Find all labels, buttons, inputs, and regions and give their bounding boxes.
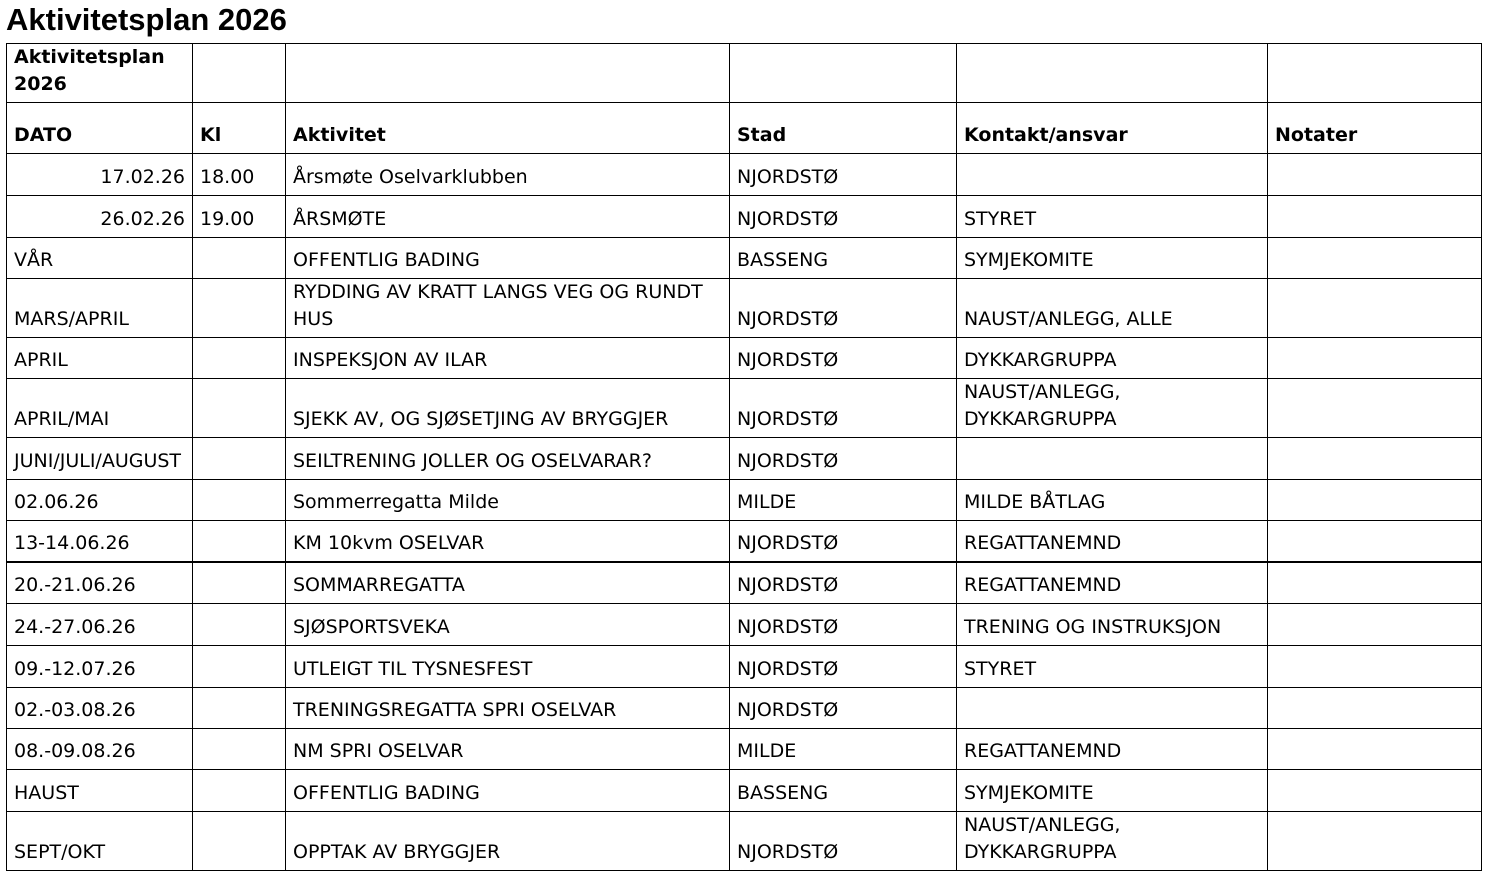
table-row <box>7 438 1482 480</box>
table-row <box>7 770 1482 812</box>
empty-cell <box>730 44 957 103</box>
cell-kontakt: TRENING OG INSTRUKSJON <box>957 604 1268 646</box>
header-kl: Kl <box>193 103 286 154</box>
cell-kontakt: STYRET <box>957 196 1268 238</box>
cell-notater <box>1268 562 1482 604</box>
cell-notater <box>1268 729 1482 770</box>
cell-notater <box>1268 154 1482 196</box>
header-notater: Notater <box>1268 103 1482 154</box>
table-row <box>7 238 1482 279</box>
cell-aktivitet: Sommerregatta Milde <box>286 480 730 521</box>
cell-notater <box>1268 688 1482 729</box>
cell-kl <box>193 604 286 646</box>
cell-kontakt: REGATTANEMND <box>957 729 1268 770</box>
cell-stad: BASSENG <box>730 770 957 812</box>
cell-aktivitet: SJEKK AV, OG SJØSETJING AV BRYGGJER <box>286 379 730 438</box>
cell-kl <box>193 688 286 729</box>
cell-notater <box>1268 604 1482 646</box>
header-dato: DATO <box>7 103 193 154</box>
cell-stad: NJORDSTØ <box>730 196 957 238</box>
cell-kl <box>193 438 286 480</box>
cell-notater <box>1268 379 1482 438</box>
cell-aktivitet: RYDDING AV KRATT LANGS VEG OG RUNDT HUS <box>286 279 730 338</box>
cell-kontakt: REGATTANEMND <box>957 521 1268 562</box>
cell-kontakt: NAUST/ANLEGG, DYKKARGRUPPA <box>957 379 1268 438</box>
cell-kl <box>193 279 286 338</box>
cell-dato: 26.02.26 <box>7 196 193 238</box>
cell-aktivitet: SEILTRENING JOLLER OG OSELVARAR? <box>286 438 730 480</box>
cell-aktivitet: ÅRSMØTE <box>286 196 730 238</box>
cell-stad: NJORDSTØ <box>730 646 957 688</box>
cell-stad: NJORDSTØ <box>730 562 957 604</box>
header-kontakt: Kontakt/ansvar <box>957 103 1268 154</box>
cell-dato: 13-14.06.26 <box>7 521 193 562</box>
cell-stad: NJORDSTØ <box>730 521 957 562</box>
cell-kontakt <box>957 154 1268 196</box>
cell-stad: BASSENG <box>730 238 957 279</box>
cell-aktivitet: TRENINGSREGATTA SPRI OSELVAR <box>286 688 730 729</box>
cell-kontakt: REGATTANEMND <box>957 562 1268 604</box>
cell-aktivitet: INSPEKSJON AV ILAR <box>286 338 730 379</box>
cell-stad: NJORDSTØ <box>730 338 957 379</box>
cell-aktivitet: UTLEIGT TIL TYSNESFEST <box>286 646 730 688</box>
table-row <box>7 480 1482 521</box>
cell-kl <box>193 480 286 521</box>
cell-dato: 02.-03.08.26 <box>7 688 193 729</box>
cell-kontakt <box>957 688 1268 729</box>
empty-cell <box>1268 44 1482 103</box>
cell-stad: NJORDSTØ <box>730 438 957 480</box>
table-row <box>7 521 1482 562</box>
caption-row <box>7 44 1482 103</box>
cell-aktivitet: OPPTAK AV BRYGGJER <box>286 812 730 871</box>
cell-aktivitet: SOMMARREGATTA <box>286 562 730 604</box>
cell-aktivitet: SJØSPORTSVEKA <box>286 604 730 646</box>
cell-kl <box>193 812 286 871</box>
cell-stad: NJORDSTØ <box>730 604 957 646</box>
cell-notater <box>1268 812 1482 871</box>
page-title: Aktivitetsplan 2026 <box>6 2 287 37</box>
table-row <box>7 604 1482 646</box>
cell-dato: VÅR <box>7 238 193 279</box>
cell-dato: APRIL/MAI <box>7 379 193 438</box>
table-row <box>7 562 1482 604</box>
cell-dato: 17.02.26 <box>7 154 193 196</box>
empty-cell <box>957 44 1268 103</box>
cell-kl <box>193 562 286 604</box>
cell-kl: 18.00 <box>193 154 286 196</box>
cell-notater <box>1268 438 1482 480</box>
cell-stad: NJORDSTØ <box>730 688 957 729</box>
cell-kontakt: SYMJEKOMITE <box>957 770 1268 812</box>
cell-notater <box>1268 646 1482 688</box>
cell-stad: NJORDSTØ <box>730 379 957 438</box>
cell-kontakt: NAUST/ANLEGG, ALLE <box>957 279 1268 338</box>
cell-kontakt: DYKKARGRUPPA <box>957 338 1268 379</box>
cell-kl: 19.00 <box>193 196 286 238</box>
cell-dato: 08.-09.08.26 <box>7 729 193 770</box>
cell-stad: NJORDSTØ <box>730 154 957 196</box>
table-row <box>7 729 1482 770</box>
cell-dato: SEPT/OKT <box>7 812 193 871</box>
cell-kl <box>193 338 286 379</box>
cell-dato: HAUST <box>7 770 193 812</box>
cell-dato: 09.-12.07.26 <box>7 646 193 688</box>
cell-dato: 20.-21.06.26 <box>7 562 193 604</box>
header-stad: Stad <box>730 103 957 154</box>
cell-kontakt <box>957 438 1268 480</box>
cell-notater <box>1268 480 1482 521</box>
cell-dato: MARS/APRIL <box>7 279 193 338</box>
table-row <box>7 646 1482 688</box>
cell-stad: MILDE <box>730 729 957 770</box>
cell-kontakt: NAUST/ANLEGG, DYKKARGRUPPA <box>957 812 1268 871</box>
header-aktivitet: Aktivitet <box>286 103 730 154</box>
table-row <box>7 279 1482 338</box>
cell-notater <box>1268 196 1482 238</box>
cell-kl <box>193 770 286 812</box>
cell-stad: NJORDSTØ <box>730 279 957 338</box>
cell-dato: APRIL <box>7 338 193 379</box>
table-caption: Aktivitetsplan 2026 <box>7 44 193 103</box>
cell-aktivitet: NM SPRI OSELVAR <box>286 729 730 770</box>
table-row <box>7 338 1482 379</box>
cell-kl <box>193 729 286 770</box>
cell-kontakt: SYMJEKOMITE <box>957 238 1268 279</box>
cell-kontakt: STYRET <box>957 646 1268 688</box>
empty-cell <box>193 44 286 103</box>
cell-dato: 02.06.26 <box>7 480 193 521</box>
cell-stad: NJORDSTØ <box>730 812 957 871</box>
cell-kontakt: MILDE BÅTLAG <box>957 480 1268 521</box>
cell-notater <box>1268 279 1482 338</box>
empty-cell <box>286 44 730 103</box>
cell-notater <box>1268 521 1482 562</box>
cell-dato: 24.-27.06.26 <box>7 604 193 646</box>
cell-aktivitet: KM 10kvm OSELVAR <box>286 521 730 562</box>
cell-kl <box>193 238 286 279</box>
cell-aktivitet: Årsmøte Oselvarklubben <box>286 154 730 196</box>
table-row <box>7 196 1482 238</box>
cell-kl <box>193 521 286 562</box>
cell-notater <box>1268 770 1482 812</box>
cell-kl <box>193 646 286 688</box>
table-row <box>7 812 1482 871</box>
cell-stad: MILDE <box>730 480 957 521</box>
table-row <box>7 154 1482 196</box>
cell-kl <box>193 379 286 438</box>
cell-notater <box>1268 238 1482 279</box>
table-row <box>7 688 1482 729</box>
header-row <box>7 103 1482 154</box>
activity-table <box>6 43 1482 871</box>
cell-aktivitet: OFFENTLIG BADING <box>286 238 730 279</box>
cell-aktivitet: OFFENTLIG BADING <box>286 770 730 812</box>
cell-dato: JUNI/JULI/AUGUST <box>7 438 193 480</box>
cell-notater <box>1268 338 1482 379</box>
table-row <box>7 379 1482 438</box>
